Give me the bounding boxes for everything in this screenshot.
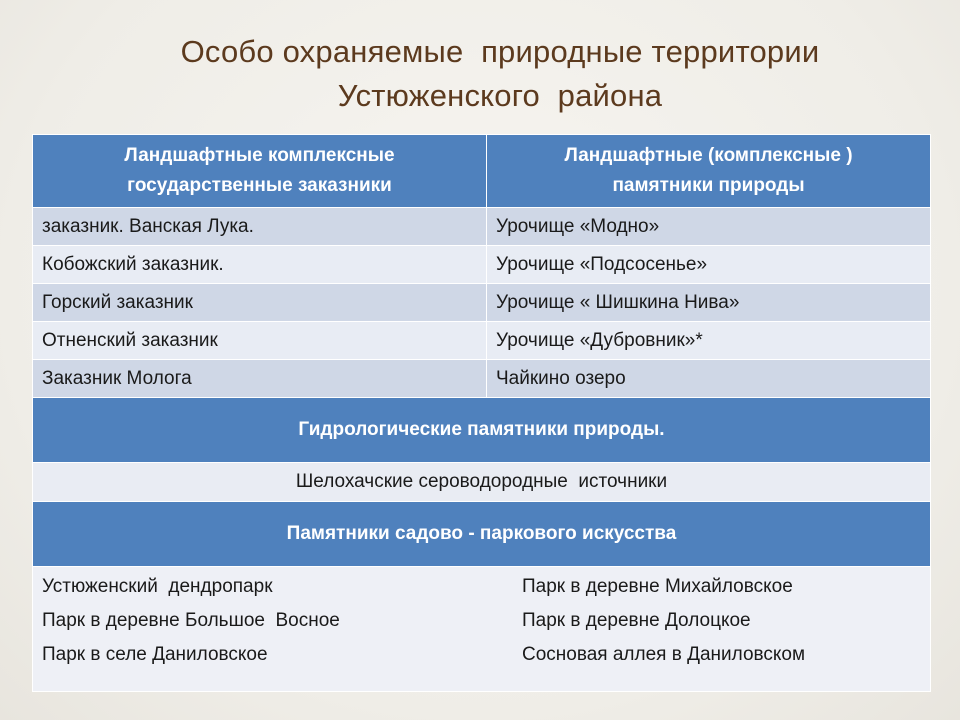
monument-cell: Урочище « Шишкина Нива» xyxy=(487,284,931,322)
column-header-reserves-line1: Ландшафтные комплексные xyxy=(124,145,395,166)
reserve-cell: Горский заказник xyxy=(33,284,487,322)
parks-section-header-row xyxy=(33,502,931,567)
park-item: Парк в деревне Михайловское xyxy=(522,576,793,597)
hydro-section-header-row xyxy=(33,398,931,463)
monument-cell: Урочище «Модно» xyxy=(487,208,931,246)
reserve-cell: Кобожский заказник. xyxy=(33,246,487,284)
protected-areas-table xyxy=(32,134,931,692)
column-header-monuments-line2: памятники природы xyxy=(612,175,805,196)
table-row xyxy=(33,322,931,360)
column-header-monuments xyxy=(487,135,931,208)
park-item: Сосновая аллея в Даниловском xyxy=(522,644,806,665)
column-header-reserves xyxy=(33,135,487,208)
parks-left-column xyxy=(33,570,522,672)
table-row xyxy=(33,360,931,398)
column-header-reserves-line2: государственные заказники xyxy=(127,175,392,196)
monument-cell: Чайкино озеро xyxy=(487,360,931,398)
reserve-cell: Заказник Молога xyxy=(33,360,487,398)
slide-title-line1: Особо охраняемые природные территории xyxy=(180,34,820,69)
park-item: Парк в деревне Большое Восное xyxy=(42,610,340,631)
park-item: Парк в селе Даниловское xyxy=(42,644,268,665)
slide-title xyxy=(40,30,960,118)
reserve-cell: заказник. Ванская Лука. xyxy=(33,208,487,246)
table-row xyxy=(33,246,931,284)
reserve-cell: Отненский заказник xyxy=(33,322,487,360)
hydro-item-row xyxy=(33,463,931,502)
parks-row xyxy=(33,567,931,692)
monument-cell: Урочище «Дубровник»* xyxy=(487,322,931,360)
monument-cell: Урочище «Подсосенье» xyxy=(487,246,931,284)
parks-cell xyxy=(33,567,931,692)
hydro-section-header: Гидрологические памятники природы. xyxy=(33,398,931,463)
parks-section-header: Памятники садово - паркового искусства xyxy=(33,502,931,567)
table-header-row xyxy=(33,135,931,208)
hydro-item: Шелохачские сероводородные источники xyxy=(33,463,931,502)
slide-title-line2: Устюженского района xyxy=(337,78,663,113)
parks-right-column xyxy=(522,570,912,672)
column-header-monuments-line1: Ландшафтные (комплексные ) xyxy=(564,145,853,166)
table-row xyxy=(33,284,931,322)
park-item: Парк в деревне Долоцкое xyxy=(522,610,751,631)
park-item: Устюженский дендропарк xyxy=(42,576,273,597)
table-row xyxy=(33,208,931,246)
